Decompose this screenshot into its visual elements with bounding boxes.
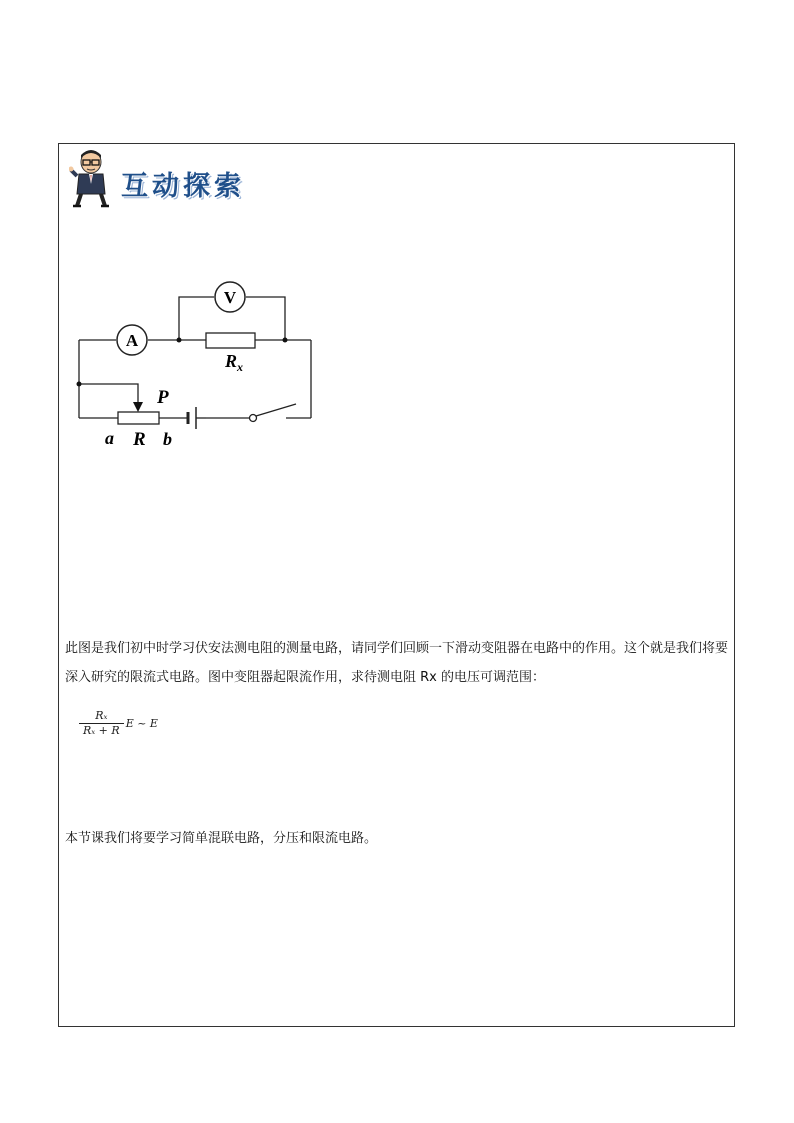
intro-paragraph: 此图是我们初中时学习伏安法测电阻的测量电路，请同学们回顾一下滑动变阻器在电路中的作用。这个就是我们将要深入研究的限流式电路。图中变阻器起限流作用，求待测电阻 Rx 的电压可调范围： [65,641,729,685]
switch-pivot [250,415,257,422]
rheostat-label: R [133,429,146,450]
junction-dot [77,382,82,387]
ammeter-label: A [125,331,139,350]
formula-tail: E ~ E [125,717,158,730]
rx-subscript: x [237,360,244,374]
rx-label [224,351,243,374]
formula-denominator: Rₓ + R [83,724,120,737]
voltage-range-formula [79,709,158,738]
limiting-circuit-diagram [67,281,327,461]
circuit-wires [79,297,311,418]
voltmeter-label: V [223,288,237,307]
section-header [69,148,329,208]
content-frame [58,143,735,1027]
formula-numerator: Rₓ [79,709,124,724]
section-title: 互动探索 [121,171,245,202]
rheostat-end-a: a [105,428,114,448]
formula-fraction [79,709,124,738]
rx-resistor [206,333,255,348]
junction-dot [283,338,288,343]
slider-arrowhead [133,402,143,412]
teacher-mascot-icon [69,148,113,208]
rx-letter: R [225,351,238,371]
junction-dot [177,338,182,343]
slider-label: P [157,387,169,408]
lesson-summary-paragraph: 本节课我们将要学习简单混联电路，分压和限流电路。 [65,831,378,846]
rheostat-resistor [118,412,159,424]
rheostat-end-b: b [163,429,172,449]
switch-blade [256,404,296,416]
